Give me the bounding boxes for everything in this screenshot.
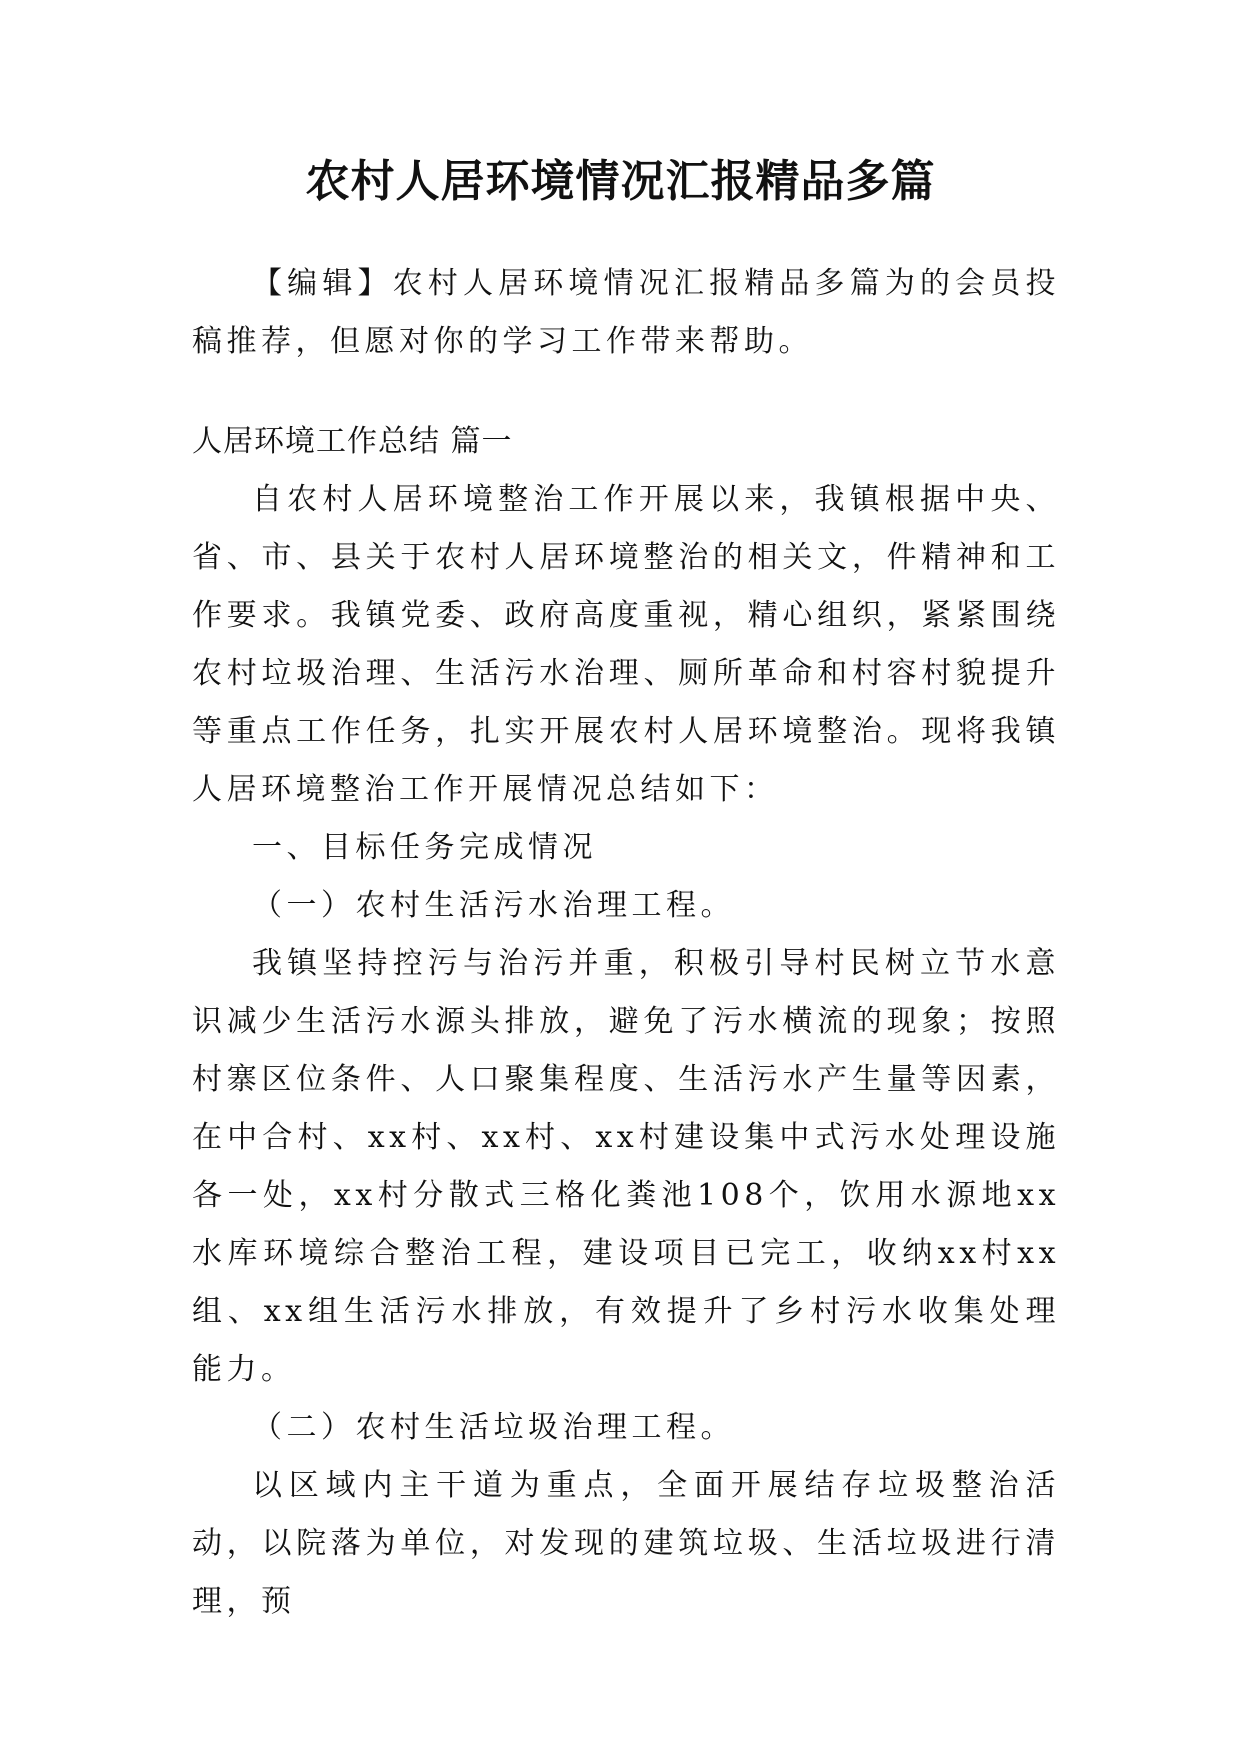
document-title: 农村人居环境情况汇报精品多篇 <box>305 156 936 207</box>
intro-paragraph: 【编辑】农村人居环境情况汇报精品多篇为的会员投稿推荐，但愿对你的学习工作带来帮助。 <box>192 266 1060 359</box>
body-paragraph-1: 自农村人居环境整治工作开展以来，我镇根据中央、省、市、县关于农村人居环境整治的相关文，件精神和工作要求。我镇党委、政府高度重视，精心组织，紧紧围绕农村垃圾治理、生活污水治理、厕所革命和村容村貌提升等重点工作任务，扎实开展农村人居环境整治。现将我镇人居环境整治工作开展情况总结如下： <box>192 482 1060 807</box>
subheading-1: 一、目标任务完成情况 <box>252 830 597 865</box>
intro-block <box>192 255 1060 371</box>
subheading-3: （二）农村生活垃圾治理工程。 <box>252 1410 735 1445</box>
section-title: 人居环境工作总结 篇一 <box>192 424 513 459</box>
body-paragraph-2: 我镇坚持控污与治污并重，积极引导村民树立节水意识减少生活污水源头排放，避免了污水横流的现象；按照村寨区位条件、人口聚集程度、生活污水产生量等因素，在中合村、xx村、xx村、xx村建设集中式污水处理设施各一处，xx村分散式三格化粪池108个，饮用水源地xx水库环境综合整治工程，建设项目已完工，收纳xx村xx组、xx组生活污水排放，有效提升了乡村污水收集处理能力。 <box>192 946 1060 1387</box>
body-paragraph-3: 以区域内主干道为重点，全面开展结存垃圾整治活动，以院落为单位，对发现的建筑垃圾、生活垃圾进行清理，预 <box>192 1468 1060 1619</box>
subheading-2: （一）农村生活污水治理工程。 <box>252 888 735 923</box>
section-block <box>192 413 1060 1631</box>
